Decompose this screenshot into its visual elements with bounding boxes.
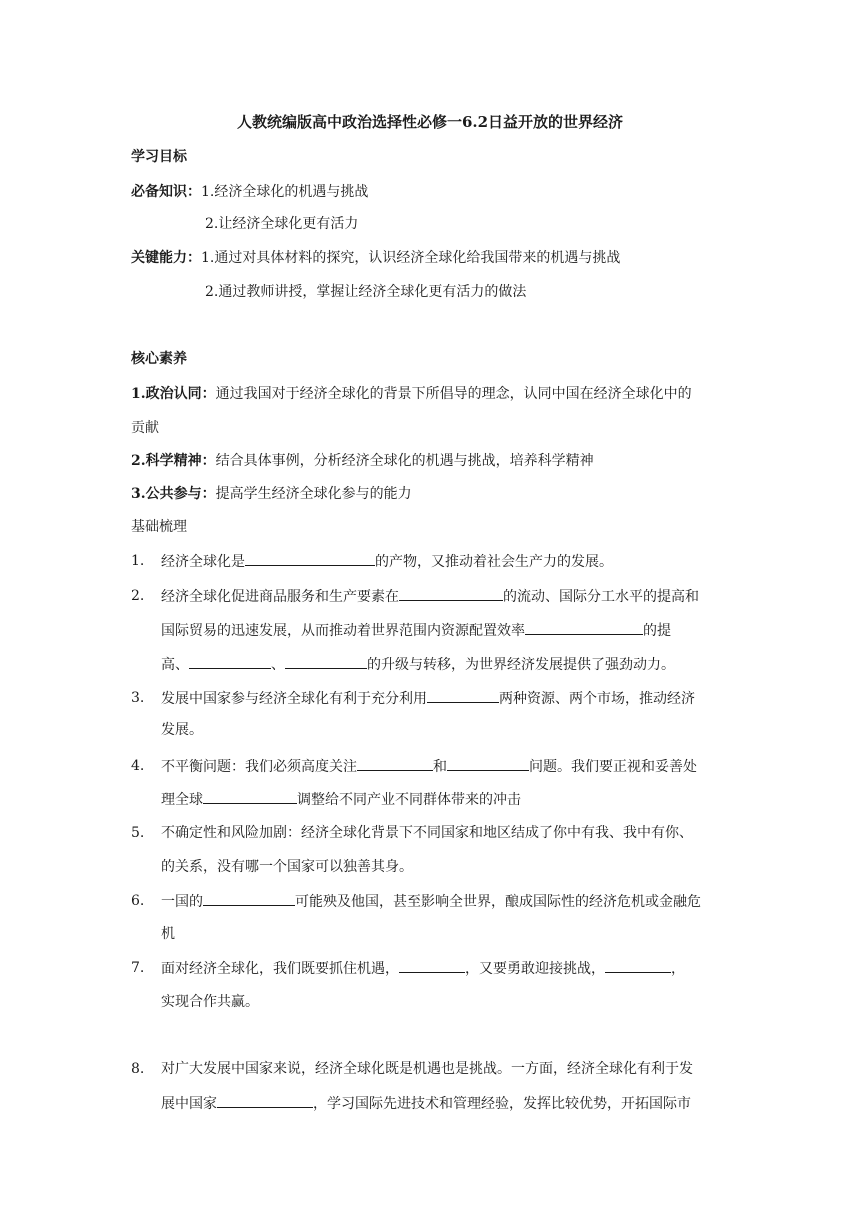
item-1-number: 1. [131,553,145,569]
item-7-text-c: ， [671,961,685,977]
item-3-text-a: 发展中国家参与经济全球化有利于充分利用 [161,691,427,707]
fill-blank[interactable] [399,958,465,973]
literacy-heading: 核心素养 [131,351,187,367]
document-title: 人教统编版高中政治选择性必修一6.2日益开放的世界经济 [236,113,624,131]
list-item-2 [161,586,699,607]
literacy-point-2-label: 2.科学精神： [131,453,216,469]
item-4-text-e: 调整给不同产业不同群体带来的冲击 [297,792,521,808]
literacy-point-3 [131,484,412,504]
list-item-3 [161,688,695,709]
item-4-number: 4. [131,758,145,774]
literacy-point-3-label: 3.公共参与： [131,486,216,502]
literacy-point-1-cont: 贡献 [131,420,159,436]
list-item-8: 对广大发展中国家来说，经济全球化既是机遇也是挑战。一方面，经济全球化有利于发 [161,1061,693,1077]
literacy-point-1-label: 1.政治认同： [131,386,216,402]
list-item-6 [161,891,701,912]
knowledge-item-1: 1.经济全球化的机遇与挑战 [201,184,369,200]
literacy-point-1-text: 通过我国对于经济全球化的背景下所倡导的理念，认同中国在经济全球化中的 [215,386,692,402]
list-item-4-line-2 [161,789,521,810]
ability-item-1: 1.通过对具体材料的探究，认识经济全球化给我国带来的机遇与挑战 [201,250,621,266]
item-2-text-e: 高、 [161,657,189,673]
ability-label: 关键能力： [131,250,201,266]
literacy-point-3-text: 提高学生经济全球化参与的能力 [215,486,412,502]
item-2-text-a: 经济全球化促进商品服务和生产要素在 [161,589,399,605]
item-3-text-b: 两种资源、两个市场，推动经济 [499,691,695,707]
literacy-point-1 [131,384,692,404]
item-1-text-a: 经济全球化是 [161,554,245,570]
list-item-7-line-2: 实现合作共赢。 [161,994,259,1010]
item-3-number: 3. [131,690,145,706]
item-2-number: 2. [131,588,145,604]
basics-heading: 基础梳理 [131,519,187,535]
list-item-4 [161,756,697,777]
item-8-text-b: 展中国家 [161,1096,217,1112]
item-5-number: 5. [131,825,145,841]
item-2-text-g: 的升级与转移，为世界经济发展提供了强劲动力。 [367,657,675,673]
item-2-text-b: 的流动、国际分工水平的提高和 [503,589,699,605]
list-item-2-line-2 [161,620,671,641]
item-4-text-d: 理全球 [161,792,203,808]
fill-blank[interactable] [203,891,295,906]
literacy-point-2 [131,451,594,471]
list-item-2-line-3 [161,654,675,675]
fill-blank[interactable] [217,1093,313,1108]
fill-blank[interactable] [427,688,499,703]
ability-row [131,248,620,268]
list-item-1 [161,551,613,572]
item-7-text-b: ，又要勇敢迎接挑战， [465,961,605,977]
item-6-number: 6. [131,893,145,909]
list-item-7 [161,958,685,979]
item-2-text-d: 的提 [643,623,671,639]
item-4-text-a: 不平衡问题：我们必须高度关注 [161,759,357,775]
knowledge-label: 必备知识： [131,184,201,200]
fill-blank[interactable] [245,551,375,566]
list-item-8-line-2 [161,1093,691,1114]
item-6-text-b: 可能殃及他国，甚至影响全世界，酿成国际性的经济危机或金融危 [295,894,701,910]
item-7-number: 7. [131,960,145,976]
fill-blank[interactable] [285,654,367,669]
item-6-text-a: 一国的 [161,894,203,910]
fill-blank[interactable] [525,620,643,635]
ability-item-2: 2.通过教师讲授，掌握让经济全球化更有活力的做法 [205,284,527,300]
fill-blank[interactable] [447,756,529,771]
item-2-text-c: 国际贸易的迅速发展，从而推动着世界范围内资源配置效率 [161,623,525,639]
fill-blank[interactable] [357,756,433,771]
fill-blank[interactable] [203,789,297,804]
list-item-3-line-2: 发展。 [161,722,203,738]
objectives-heading: 学习目标 [131,149,187,165]
item-8-number: 8. [131,1061,145,1077]
fill-blank[interactable] [605,958,671,973]
item-4-text-b: 和 [433,759,447,775]
knowledge-row [131,182,368,202]
fill-blank[interactable] [189,654,271,669]
item-8-text-c: ，学习国际先进技术和管理经验，发挥比较优势，开拓国际市 [313,1096,691,1112]
item-2-text-f: 、 [271,657,285,673]
list-item-6-line-2: 机 [161,926,175,942]
item-7-text-a: 面对经济全球化，我们既要抓住机遇， [161,961,399,977]
list-item-5: 不确定性和风险加剧：经济全球化背景下不同国家和地区结成了你中有我、我中有你、 [161,825,693,841]
item-1-text-b: 的产物，又推动着社会生产力的发展。 [375,554,613,570]
fill-blank[interactable] [399,586,503,601]
literacy-point-2-text: 结合具体事例，分析经济全球化的机遇与挑战，培养科学精神 [215,453,594,469]
knowledge-item-2: 2.让经济全球化更有活力 [205,216,359,232]
list-item-5-line-2: 的关系，没有哪一个国家可以独善其身。 [161,859,413,875]
item-4-text-c: 问题。我们要正视和妥善处 [529,759,697,775]
